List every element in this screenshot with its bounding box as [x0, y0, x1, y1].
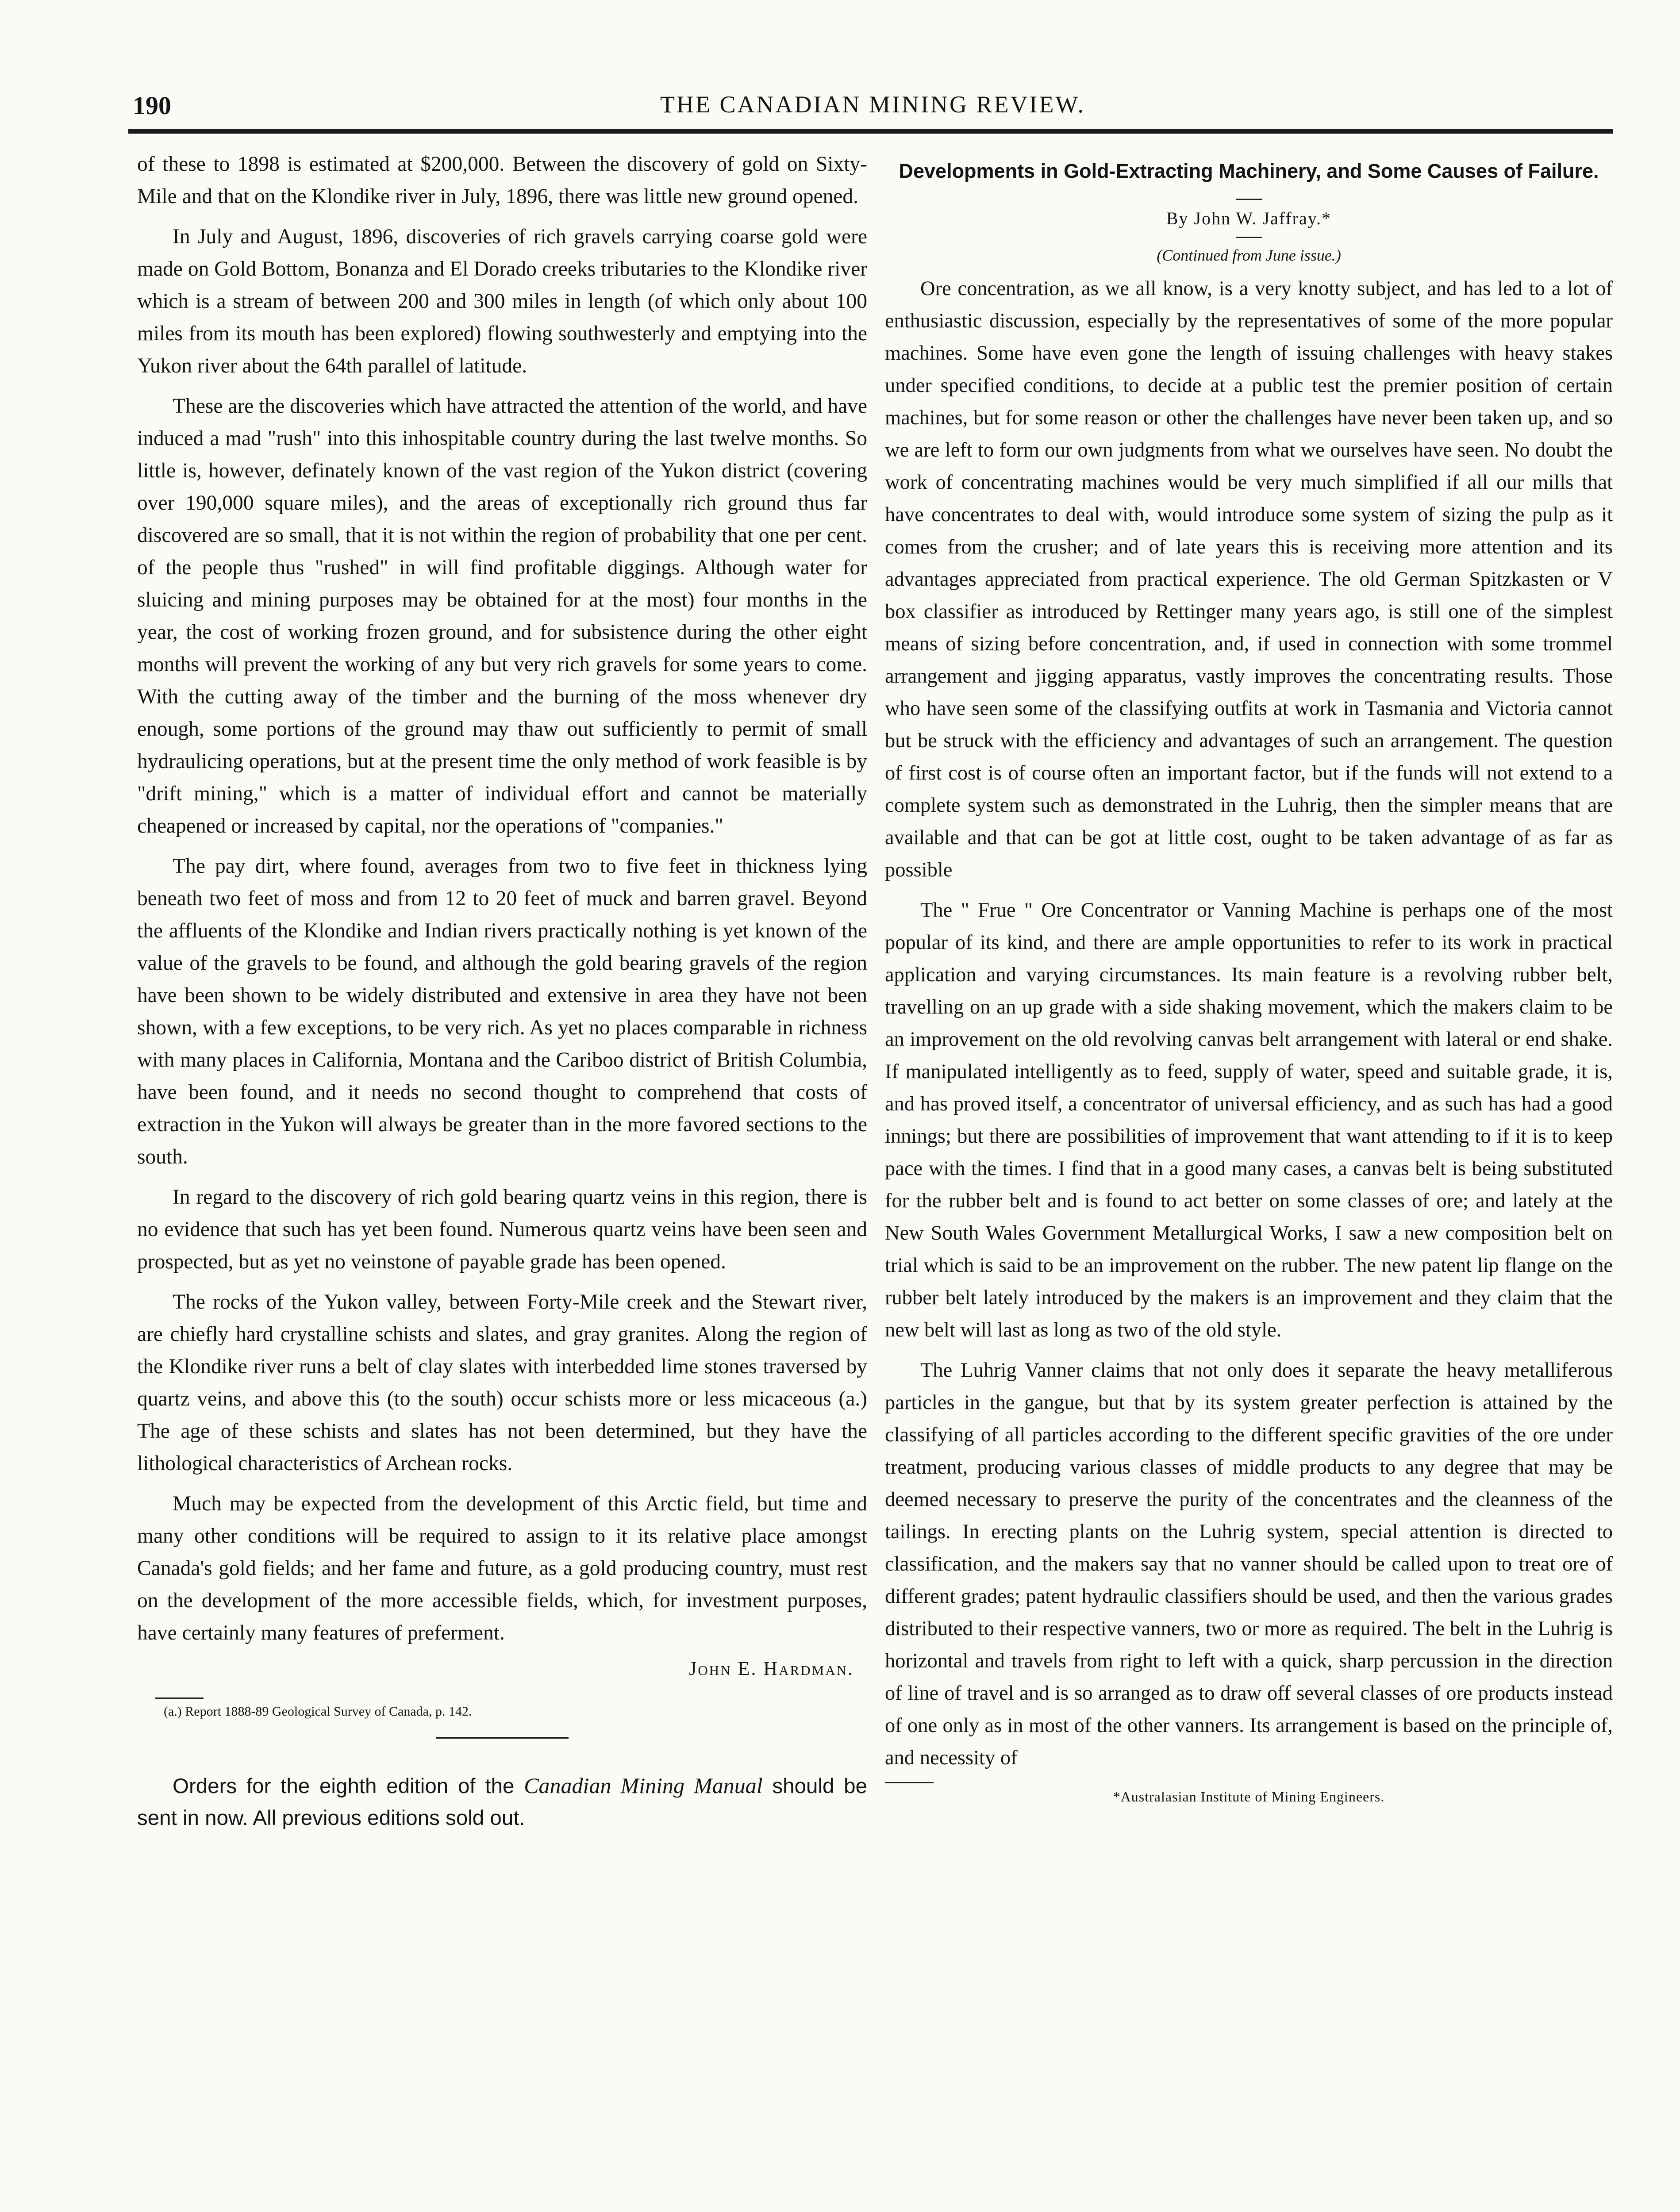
paragraph: In regard to the discovery of rich gold bearing quartz veins in this region, there is no evidence that such has yet been found. Numerous quartz veins have been seen and prospected, but as yet no veinstone of payable grade has been opened.	[137, 1186, 867, 1273]
manual-notice	[137, 1770, 867, 1834]
notice-text-end: should be sent in now. All previous editions sold out.	[137, 1774, 867, 1830]
footnote-rule	[155, 1697, 204, 1699]
page-header	[133, 91, 1613, 131]
paragraph: In July and August, 1896, discoveries of rich gravels carrying coarse gold were made on Gold Bottom, Bonanza and El Dorado creeks tributaries to the Klondike river which is a stream of between 200 and 300 miles in length (of which only about 100 miles from its mouth has been explored) flowing southwesterly and emptying into the Yukon river about the 64th parallel of latitude.	[137, 225, 867, 377]
header-rule	[128, 129, 1613, 134]
paragraph: The Luhrig Vanner claims that not only does it separate the heavy metalliferous particles in the gangue, but that by its system greater perfection is attained by the classifying of all particles according to the different specific gravities of the ore under treatment, producing various classes of middle products to any degree that may be deemed necessary to preserve the purity of the concentrates and the cleanness of the tailings. In erecting plants on the Luhrig system, special attention is directed to classification, and the makers say that no vanner should be called upon to treat ore of different grades; patent hydraulic classifiers should be used, and then the various grades distributed to their respective vanners, two or more as required. The belt in the Luhrig is horizontal and travels from right to left with a quick, sharp percussion in the direction of line of travel and is so arranged as to draw off several classes of ore products instead of one only as in most of the other vanners. Its arrangement is based on the principle of, and necessity of	[885, 1359, 1613, 1769]
paragraph: The " Frue " Ore Concentrator or Vanning Machine is perhaps one of the most popular of its kind, and there are ample opportunities to refer to its work in practical application and varying circumstances. Its main feature is a revolving rubber belt, travelling on an up grade with a side shaking movement, which the makers claim to be an improvement on the old revolving canvas belt arrangement with lateral or end shake. If manipulated intelligently as to feed, supply of water, speed and suitable grade, it is, and has proved itself, a concentrator of universal efficiency, and as such has had a good innings; but there are possibilities of improvement that want attending to if it is to keep pace with the times. I find that in a good many cases, a canvas belt is being substituted for the rubber belt and is found to act better on some classes of ore; and lately at the New South Wales Government Metallurgical Works, I saw a new composition belt on trial which is said to be an improvement on the rubber. The new patent lip flange on the rubber belt lately introduced by the makers is an improvement and they claim that the new belt will last as long as two of the old style.	[885, 899, 1613, 1341]
paragraph: These are the discoveries which have attracted the attention of the world, and have induced a mad "rush" into this inhospitable country during the last twelve months. So little is, however, definately known of the vast region of the Yukon district (covering over 190,000 square miles), and the areas of exceptionally rich ground thus far discovered are so small, that it is not within the region of probability that one per cent. of the people thus "rushed" in will find profitable diggings. Although water for sluicing and mining purposes may be obtained for at the most) four months in the year, the cost of working frozen ground, and for subsistence during the other eight months will prevent the working of any but very rich gravels for some years to come. With the cutting away of the timber and the burning of the moss whenever dry enough, some portions of the ground may thaw out sufficiently to permit of small hydraulicing operations, but at the present time the only method of work feasible is by "drift mining," which is a matter of individual effort and cannot be materially cheapened or increased by capital, nor the operations of "companies."	[137, 395, 867, 837]
section-divider	[436, 1737, 569, 1739]
paragraph: Ore concentration, as we all know, is a very knotty subject, and has led to a lot of enthusiastic discussion, especially by the representatives of some of the more popular machines. Some have even gone the length of issuing challenges with heavy stakes under specified conditions, to decide at a public test the premier position of certain machines, but for some reason or other the challenges have never been taken up, and so we are left to form our own judgments from what we ourselves have seen. No doubt the work of concentrating machines would be very much simplified if all our mills that have concentrates to deal with, would introduce some system of sizing the pulp as it comes from the crusher; and of late years this is receiving more attention and its advantages appreciated from practical experience. The old German Spitzkasten or V box classifier as introduced by Rettinger many years ago, is still one of the simplest means of sizing before concentration, and, if used in connection with some trommel arrangement and jigging apparatus, vastly improves the concentrating results. Those who have seen some of the classifying outfits at work in Tasmania and Victoria cannot but be struck with the efficiency and advantages of such an arrangement. The question of first cost is of course often an important factor, but if the funds will not extend to a complete system such as demonstrated in the Luhrig, then the simpler means that are available and that can be got at little cost, ought to be taken advantage of as far as possible	[885, 277, 1613, 881]
paragraph: of these to 1898 is estimated at $200,000. Between the discovery of gold on Sixty-Mile and that on the Klondike river in July, 1896, there was little new ground opened.	[137, 153, 867, 208]
footnote: *Australasian Institute of Mining Engineers.	[1113, 1789, 1385, 1805]
running-title: THE CANADIAN MINING REVIEW.	[660, 91, 1085, 118]
title-dash	[1236, 199, 1262, 200]
footnote-rule	[885, 1782, 934, 1783]
byline-dash	[1236, 237, 1262, 238]
footnote: (a.) Report 1888-89 Geological Survey of Canada, p. 142.	[164, 1704, 472, 1719]
byline: By John W. Jaffray.*	[1166, 208, 1332, 228]
paragraph: The pay dirt, where found, averages from two to five feet in thickness lying beneath two feet of moss and from 12 to 20 feet of muck and barren gravel. Beyond the affluents of the Klondike and Indian rivers practically nothing is yet known of the value of the gravels to be found, and although the gold bearing gravels of the region have been shown to be widely distributed and extensive in area they have not been shown, with a few exceptions, to be very rich. As yet no places comparable in richness with many places in California, Montana and the Cariboo district of British Columbia, have been found, and it needs no second thought to comprehend that costs of extraction in the Yukon will always be greater than in the more favored sections to the south.	[137, 855, 867, 1168]
notice-text-start: Orders for the eighth edition of the	[173, 1774, 524, 1798]
page-number: 190	[133, 91, 171, 120]
right-column	[885, 148, 1613, 1805]
article-title: Developments in Gold-Extracting Machinery, and Some Causes of Failure.	[899, 160, 1599, 182]
paragraph: The rocks of the Yukon valley, between Forty-Mile creek and the Stewart river, are chiefly hard crystalline schists and slates, and gray granites. Along the region of the Klondike river runs a belt of clay slates with interbedded lime stones traversed by quartz veins, and above this (to the south) occur schists more or less micaceous (a.) The age of these schists and slates has not been determined, but they have the lithological characteristics of Archean rocks.	[137, 1290, 867, 1475]
left-column	[137, 148, 867, 1834]
author-signature: John E. Hardman.	[689, 1658, 854, 1679]
continued-note: (Continued from June issue.)	[1157, 246, 1341, 264]
paragraph: Much may be expected from the development of this Arctic field, but time and many other conditions will be required to assign to it its relative place amongst Canada's gold fields; and her fame and future, as a gold producing country, must rest on the development of the more accessible fields, which, for investment purposes, have certainly many features of preferment.	[137, 1492, 867, 1644]
manual-title: Canadian Mining Manual	[524, 1773, 763, 1798]
